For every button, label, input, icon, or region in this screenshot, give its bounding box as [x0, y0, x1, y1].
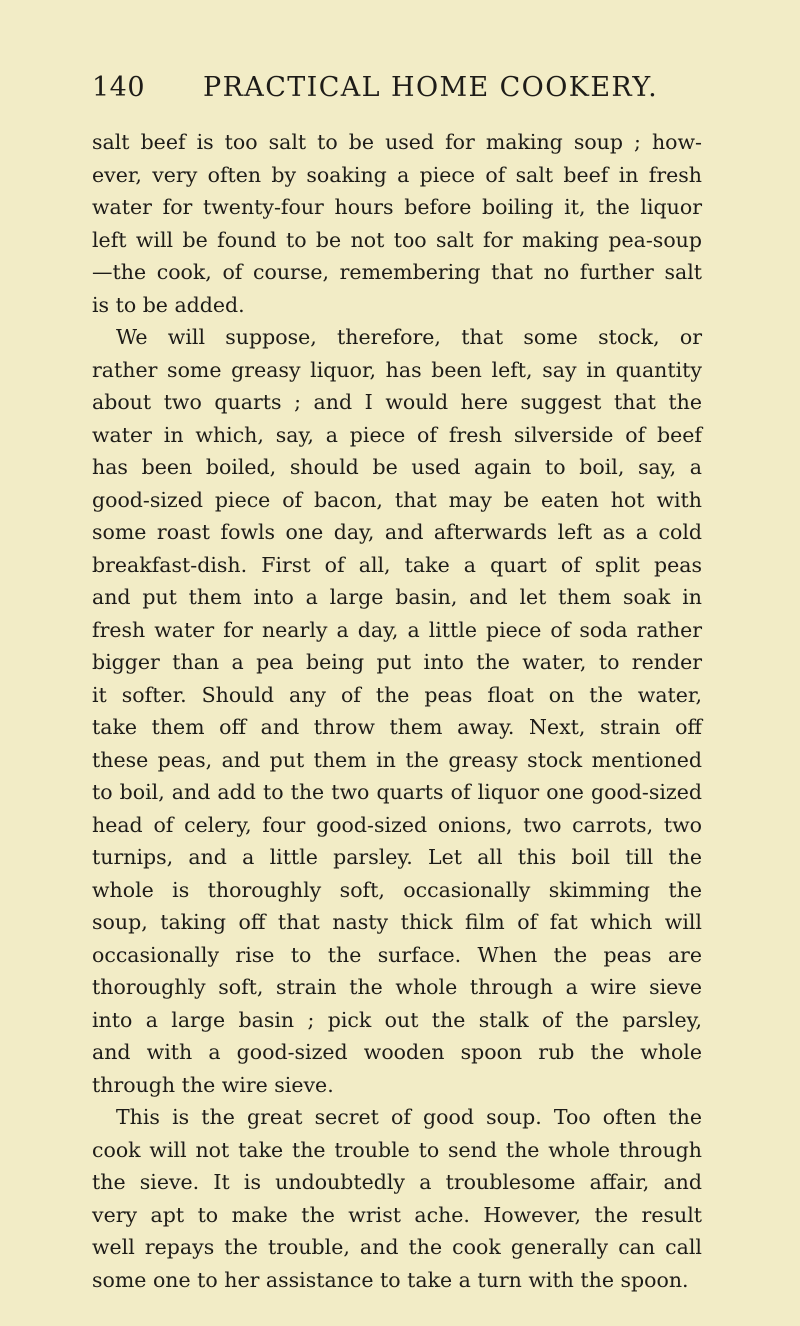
text-line: This is the great secret of good soup. Too often the: [116, 1105, 702, 1129]
text-line: cook will not take the trouble to send the whole through: [92, 1137, 702, 1162]
text-line: it softer. Should any of the peas float on the water,: [92, 682, 702, 707]
text-line: into a large basin ; pick out the stalk of the parsley,: [92, 1007, 702, 1032]
text-line: We will suppose, therefore, that some stock, or: [116, 325, 702, 349]
text-line: soup, taking off that nasty thick film of fat which will: [92, 910, 702, 934]
text-line: the sieve. It is undoubtedly a troublesome affair, and: [92, 1170, 702, 1194]
text-line: head of celery, four good-sized onions, two carrots, two: [92, 812, 702, 837]
text-line: fresh water for nearly a day, a little piece of soda rather: [92, 617, 702, 642]
text-line: breakfast-dish. First of all, take a quart of split peas: [92, 552, 702, 577]
text-line: and with a good-sized wooden spoon rub the whole: [92, 1040, 702, 1064]
text-line: has been boiled, should be used again to boil, say, a: [92, 455, 702, 479]
text-line: bigger than a pea being put into the water, to render: [92, 650, 702, 674]
text-line: and put them into a large basin, and let them soak in: [92, 585, 702, 609]
text-line: ever, very often by soaking a piece of salt beef in fresh: [92, 162, 702, 187]
text-line: left will be found to be not too salt for making pea-soup: [92, 227, 702, 252]
text-line: about two quarts ; and I would here suggest that the: [92, 390, 702, 414]
text-line: whole is thoroughly soft, occasionally skimming the: [92, 877, 702, 902]
text-line: water for twenty-four hours before boiling it, the liquor: [92, 195, 702, 219]
text-line: well repays the trouble, and the cook generally can call: [92, 1235, 702, 1259]
text-line: —the cook, of course, remembering that no further salt: [92, 260, 702, 284]
text-line: water in which, say, a piece of fresh silverside of beef: [92, 422, 702, 447]
page-number: 140: [92, 72, 146, 103]
text-line: rather some greasy liquor, has been left, say in quantity: [92, 357, 702, 382]
running-title: PRACTICAL HOME COOKERY.: [203, 72, 659, 103]
text-line: to boil, and add to the two quarts of liquor one good-sized: [92, 780, 702, 804]
text-line: salt beef is too salt to be used for making soup ; how-: [92, 130, 702, 154]
text-line: thoroughly soft, strain the whole through a wire sieve: [92, 975, 702, 999]
body-text: [92, 126, 702, 1296]
text-line: very apt to make the wrist ache. However, the result: [92, 1202, 702, 1227]
text-line: occasionally rise to the surface. When the peas are: [92, 942, 702, 967]
text-line: these peas, and put them in the greasy stock mentioned: [92, 747, 702, 772]
text-line: good-sized piece of bacon, that may be eaten hot with: [92, 487, 702, 512]
page-header: [0, 72, 800, 112]
text-line: is to be added.: [92, 292, 245, 317]
text-line: turnips, and a little parsley. Let all this boil till the: [92, 845, 702, 869]
text-line: some one to her assistance to take a turn with the spoon.: [92, 1267, 689, 1292]
text-line: some roast fowls one day, and afterwards left as a cold: [92, 520, 702, 544]
text-line: take them off and throw them away. Next, strain off: [92, 715, 702, 739]
text-line: through the wire sieve.: [92, 1072, 334, 1097]
